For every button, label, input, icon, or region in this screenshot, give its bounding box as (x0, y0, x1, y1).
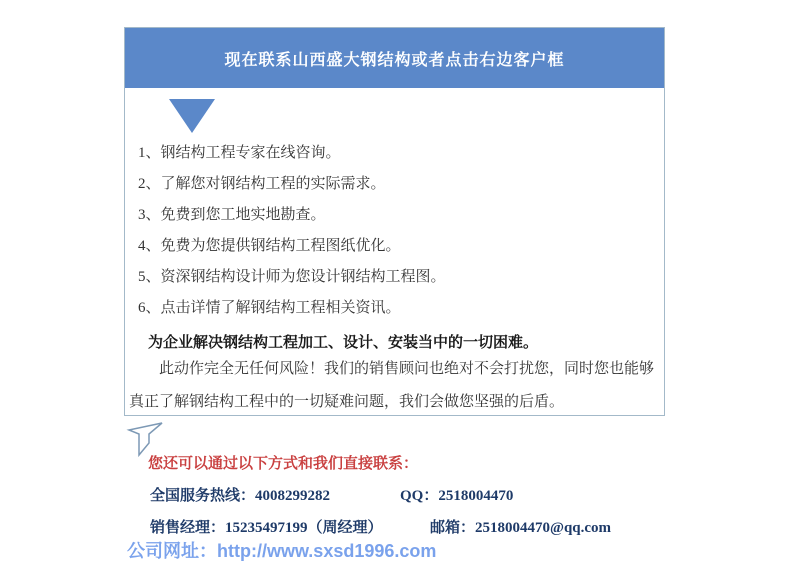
website-link[interactable]: http://www.sxsd1996.com (217, 541, 437, 561)
promise-paragraph: 此动作完全无任何风险！我们的销售顾问也绝对不会打扰您，同时您也能够真正了解钢结构工程中的一切疑难问题，我们会做您坚强的后盾。 (129, 361, 655, 410)
step-item-1: 1、钢结构工程专家在线咨询。 (138, 145, 341, 161)
website-label: 公司网址： (127, 541, 217, 561)
step-item-6: 6、点击详情了解钢结构工程相关资讯。 (138, 300, 401, 316)
hotline-text: 全国服务热线：4008299282 (150, 488, 331, 504)
website-line (127, 537, 436, 562)
qq-text: QQ：2518004470 (400, 488, 514, 504)
step-item-4: 4、免费为您提供钢结构工程图纸优化。 (138, 238, 401, 254)
promo-panel (124, 27, 665, 416)
manager-text: 销售经理：15235497199（周经理） (150, 520, 383, 536)
email-text: 邮箱：2518004470@qq.com (430, 520, 612, 536)
banner-title: 现在联系山西盛大钢结构或者点击右边客户框 (125, 28, 664, 88)
step-item-2: 2、了解您对钢结构工程的实际需求。 (138, 176, 386, 192)
step-item-3: 3、免费到您工地实地勘查。 (138, 207, 326, 223)
contact-lead-text: 您还可以通过以下方式和我们直接联系： (148, 456, 419, 472)
steps-list (138, 138, 446, 324)
down-triangle-icon (169, 99, 215, 133)
promise-bold-line: 为企业解决钢结构工程加工、设计、安装当中的一切困难。 (148, 335, 539, 351)
step-item-5: 5、资深钢结构设计师为您设计钢结构工程图。 (138, 269, 446, 285)
